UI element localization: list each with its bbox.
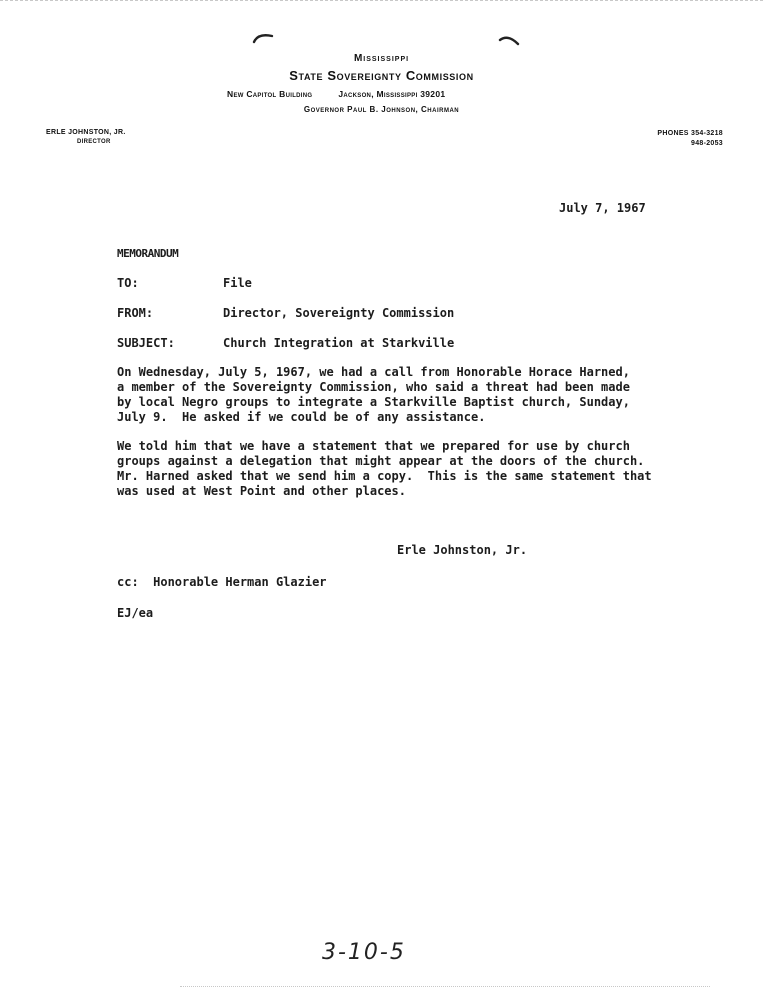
from-label: FROM: — [117, 306, 154, 320]
letterhead-governor: Governor Paul B. Johnson, Chairman — [303, 105, 460, 114]
bottom-edge-dots — [180, 986, 710, 987]
typist-initials: EJ/ea — [117, 606, 154, 620]
memo-date: July 7, 1967 — [559, 201, 646, 215]
paragraph-1: On Wednesday, July 5, 1967, we had a call from Honorable Horace Harned, a member of the Sovereignty Commission, who said a threat had been made by local Negro groups to integrate a Starkville Baptist church, Sunday, July 9. He asked if we could be of any assistance. — [117, 365, 630, 424]
letterhead-commission: State Sovereignty Commission — [289, 68, 474, 83]
from-value: Director, Sovereignty Commission — [223, 306, 455, 320]
phones-block — [603, 129, 723, 149]
signature: Erle Johnston, Jr. — [397, 543, 528, 557]
punch-mark-right-icon — [498, 32, 520, 46]
paragraph-2: We told him that we have a statement that we prepared for use by church groups against a delegation that might appear at the doors of the church. Mr. Harned asked that we send him a copy. This is the same statement that was used at West Point and other places. — [117, 439, 652, 498]
top-edge-dots — [0, 0, 763, 1]
cc-line: cc: Honorable Herman Glazier — [117, 575, 327, 589]
to-label: TO: — [117, 276, 139, 290]
subject-label: SUBJECT: — [117, 336, 175, 350]
punch-mark-left-icon — [252, 30, 274, 44]
phone-line-1: PHONES 354-3218 — [657, 130, 723, 137]
letterhead-state: Mississippi — [353, 53, 410, 64]
handwritten-file-number: 3-10-5 — [322, 940, 406, 965]
to-value: File — [223, 276, 252, 290]
director-title: DIRECTOR — [77, 139, 111, 145]
letterhead-address — [227, 89, 445, 99]
memo-heading: MEMORANDUM — [117, 247, 179, 260]
subject-value: Church Integration at Starkville — [223, 336, 455, 350]
address-building: New Capitol Building — [227, 89, 313, 99]
phone-line-2: 948-2053 — [691, 140, 723, 147]
director-name: ERLE JOHNSTON, JR. — [46, 129, 126, 136]
address-city: Jackson, Mississippi 39201 — [338, 89, 446, 99]
